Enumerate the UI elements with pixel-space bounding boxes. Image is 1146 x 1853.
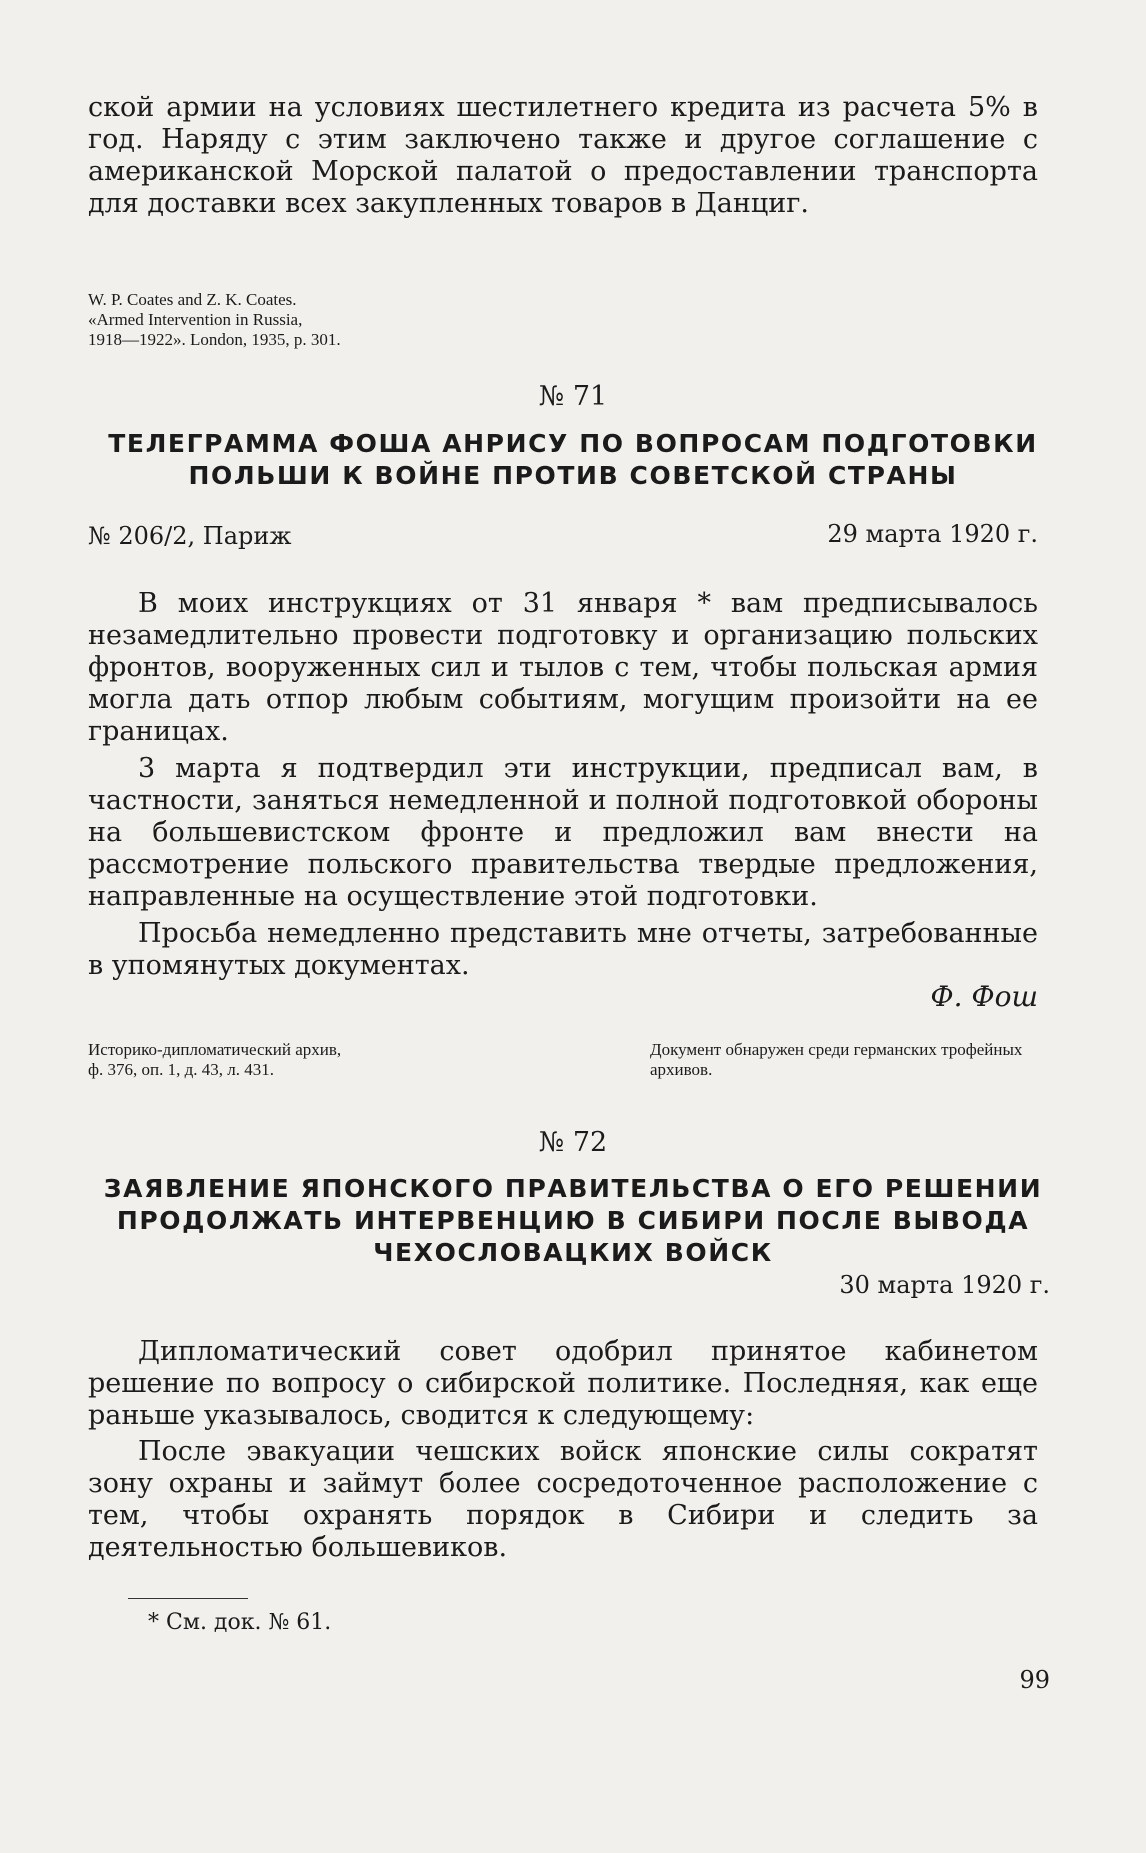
archive-line: ф. 376, оп. 1, д. 43, л. 431. (88, 1060, 274, 1079)
intro-source-line: W. P. Coates and Z. K. Coates. (88, 290, 297, 309)
doc71-signature: Ф. Фош (930, 980, 1038, 1013)
doc72-paragraph-1: Дипломатический совет одобрил принятое кабинетом решение по вопросу о сибирской политике. Последняя, как еще раньше указывалось, сводится к следующему: (88, 1336, 1038, 1431)
intro-source-line: «Armed Intervention in Russia, (88, 310, 303, 329)
doc71-archive (88, 1040, 341, 1080)
doc72-number: № 72 (538, 1127, 608, 1158)
doc71-title: ТЕЛЕГРАММА ФОША АНРИСУ ПО ВОПРОСАМ ПОДГОТОВКИ ПОЛЬШИ К ВОЙНЕ ПРОТИВ СОВЕТСКОЙ СТРАНЫ (108, 429, 1038, 490)
doc71-paragraph-2: 3 марта я подтвердил эти инструкции, предписал вам, в частности, заняться немедленной и полной подготовкой обороны на большевистском фронте и предложил вам внести на рассмотрение польского правительства твердые предложения, направленные на осуществление этой подготовки. (88, 753, 1038, 912)
intro-paragraph: ской армии на условиях шестилетнего кредита из расчета 5% в год. Наряду с этим заключено также и другое соглашение с американской Морской палатой о предоставлении транспорта для доставки всех закупленных товаров в Данциг. (88, 92, 1038, 219)
doc72-date: 30 марта 1920 г. (839, 1271, 1050, 1299)
doc72-title: ЗАЯВЛЕНИЕ ЯПОНСКОГО ПРАВИТЕЛЬСТВА О ЕГО РЕШЕНИИ ПРОДОЛЖАТЬ ИНТЕРВЕНЦИЮ В СИБИРИ ПОСЛЕ ВЫВОДА ЧЕХОСЛОВАЦКИХ ВОЙСК (103, 1174, 1043, 1267)
intro-source (88, 290, 341, 350)
doc72-paragraph-2: После эвакуации чешских войск японские силы сократят зону охраны и займут более сосредоточенное расположение с тем, чтобы охранять порядок в Сибири и следить за деятельностью большевиков. (88, 1436, 1038, 1563)
doc71-paragraph-3: Просьба немедленно представить мне отчеты, затребованные в упомянутых документах. (88, 918, 1038, 981)
archive-line: Историко-дипломатический архив, (88, 1040, 342, 1059)
page-number: 99 (1019, 1666, 1050, 1694)
intro-source-line: 1918—1922». London, 1935, p. 301. (88, 330, 341, 349)
doc71-ref: № 206/2, Париж (88, 522, 292, 550)
doc71-found-note: Документ обнаружен среди германских трофейных архивов. (650, 1040, 1023, 1079)
doc71-paragraph-1: В моих инструкциях от 31 января * вам предписывалось незамедлительно провести подготовку и организацию польских фронтов, вооруженных сил и тылов с тем, чтобы польская армия могла дать отпор любым событиям, могущим произойти на ее границах. (88, 588, 1038, 747)
footnote: * См. док. № 61. (148, 1610, 332, 1635)
doc71-number: № 71 (538, 381, 608, 412)
doc71-date: 29 марта 1920 г. (827, 520, 1038, 548)
footnote-divider (128, 1598, 248, 1599)
